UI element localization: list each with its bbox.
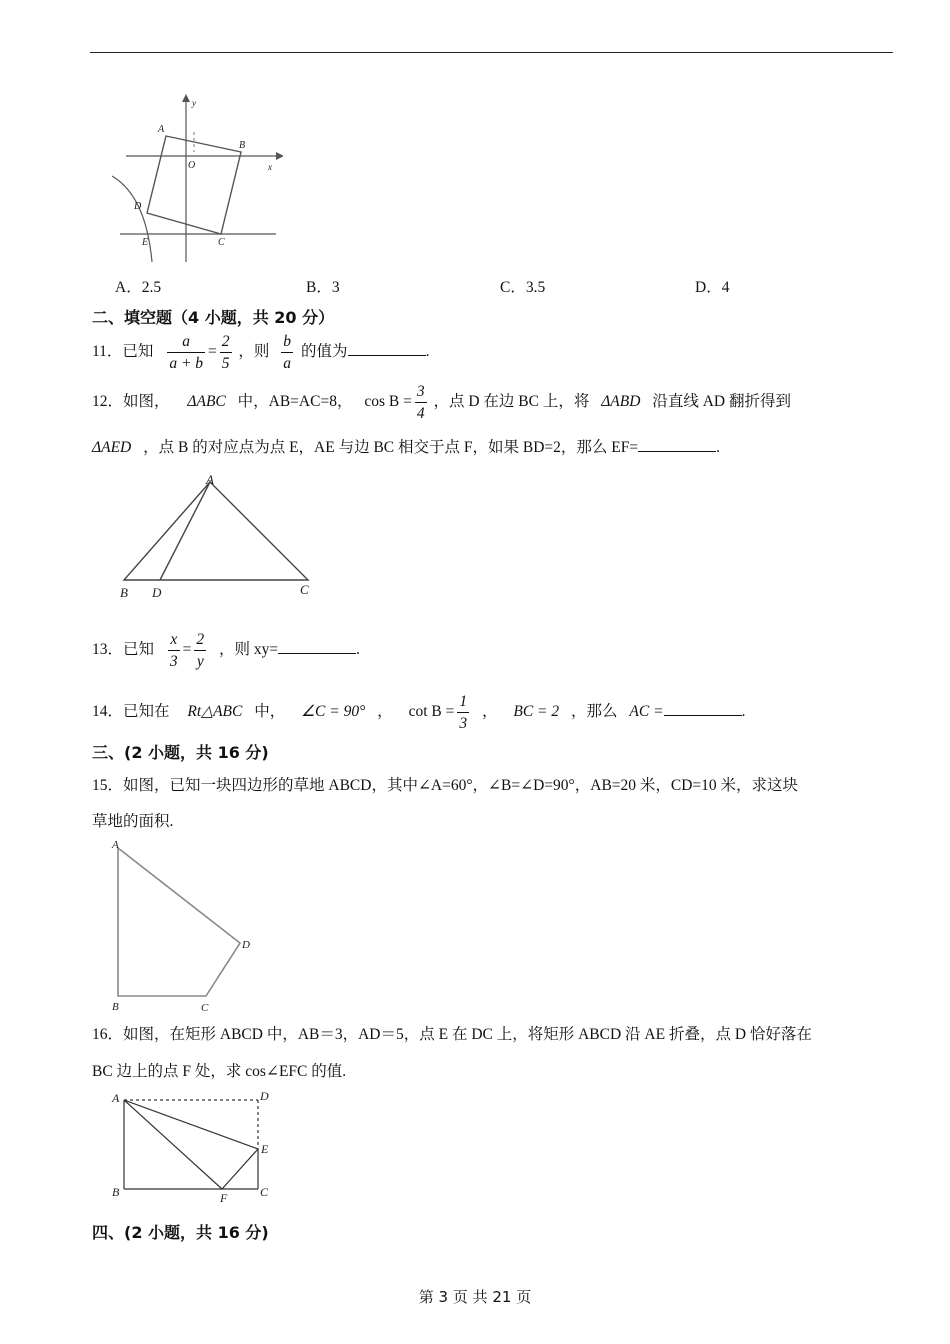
fig16-label-d: D bbox=[260, 1089, 269, 1103]
q11-suffix: 的值为 bbox=[301, 343, 348, 360]
option-a: A．2.5 bbox=[115, 279, 162, 296]
q14-answer-blank[interactable] bbox=[664, 701, 742, 716]
question-11: 11．已知 $\frac{a}{a + b}$ = $\frac{2}{5}$ ，则 $\frac{b}{a}$ 的值为 . bbox=[92, 332, 430, 372]
q11-answer-blank[interactable] bbox=[348, 341, 426, 356]
q14-angle-c: ∠C = 90° bbox=[301, 703, 366, 720]
fig10-label-a: A bbox=[158, 124, 165, 135]
q11-fraction-2: $\frac{2}{5}$ bbox=[221, 332, 230, 372]
section-4-heading: 四、(2 小题，共 16 分) bbox=[92, 1223, 269, 1242]
fig15-label-c: C bbox=[201, 1002, 209, 1014]
q12-triangle-abd: ΔABD bbox=[601, 393, 641, 410]
q14-cot-fraction: $\frac{1}{3}$ bbox=[459, 692, 468, 732]
fig10-label-o: O bbox=[188, 160, 196, 171]
q14-ac: AC = bbox=[629, 703, 664, 720]
question-14: 14．已知在 Rt△ABC 中， ∠C = 90° ， cot B = $\frac{1}{3}$ ， BC = 2 ，那么 AC = . bbox=[92, 692, 746, 732]
q12-answer-blank[interactable] bbox=[638, 437, 716, 452]
fig16-label-a: A bbox=[112, 1091, 120, 1105]
q14-bc: BC = 2 bbox=[513, 703, 560, 720]
question-16-line-1: 16．如图，在矩形 ABCD 中，AB＝3，AD＝5，点 E 在 DC 上，将矩形 ABCD 沿 AE 折叠，点 D 恰好落在 bbox=[92, 1026, 812, 1043]
fig16-label-f: F bbox=[220, 1191, 228, 1204]
q13-fraction-2: $\frac{2}{y}$ bbox=[196, 630, 205, 670]
fig12-label-b: B bbox=[120, 585, 128, 600]
fig12-label-a: A bbox=[206, 472, 214, 487]
question-13: 13．已知 $\frac{x}{3}$ = $\frac{2}{y}$ ，则 xy= . bbox=[92, 630, 361, 670]
fig10-label-x: x bbox=[268, 162, 272, 172]
question-12-line-2: ΔAED ，点 B 的对应点为点 E，AE 与边 BC 相交于点 F，如果 BD=2，那么 EF= . bbox=[92, 439, 720, 456]
q13-fraction-1: $\frac{x}{3}$ bbox=[169, 630, 178, 670]
question-16-line-2: BC 边上的点 F 处，求 cos∠EFC 的值. bbox=[92, 1063, 347, 1080]
question-15-line-1: 15．如图，已知一块四边形的草地 ABCD，其中∠A=60°，∠B=∠D=90°，AB=20 米，CD=10 米，求这块 bbox=[92, 777, 799, 794]
fig12-label-c: C bbox=[300, 582, 309, 597]
fig16-label-c: C bbox=[260, 1185, 269, 1199]
q13-answer-blank[interactable] bbox=[278, 639, 356, 654]
section-2-heading: 二、填空题（4 小题，共 20 分） bbox=[92, 308, 335, 327]
fig10-label-b: B bbox=[239, 140, 246, 151]
fig16-label-b: B bbox=[112, 1185, 120, 1199]
option-b: B．3 bbox=[306, 279, 340, 296]
figure-q12 bbox=[112, 470, 322, 604]
figure-q16 bbox=[108, 1086, 280, 1204]
q11-prefix: 11．已知 bbox=[92, 343, 154, 360]
q11-mid: ，则 bbox=[238, 343, 270, 360]
section-3-heading: 三、(2 小题，共 16 分) bbox=[92, 743, 269, 762]
q14-rt-triangle: Rt△ABC bbox=[187, 703, 243, 720]
figure-q15 bbox=[108, 836, 258, 1014]
page-footer: 第 3 页 共 21 页 bbox=[418, 1288, 532, 1306]
question-15-line-2: 草地的面积. bbox=[92, 813, 174, 830]
fig10-label-d: D bbox=[134, 201, 142, 212]
question-12-line-1: 12．如图， ΔABC 中，AB=AC=8， cos B = $\frac{3}{4}$ ，点 D 在边 BC 上，将 ΔABD 沿直线 AD 翻折得到 bbox=[92, 382, 791, 422]
fig15-label-b: B bbox=[112, 1001, 119, 1013]
figure-q10 bbox=[108, 92, 283, 264]
fig15-label-a: A bbox=[112, 839, 119, 851]
fig10-label-y: y bbox=[192, 98, 196, 108]
fig12-label-d: D bbox=[152, 585, 162, 600]
q11-fraction-1: $\frac{a}{a + b}$ bbox=[169, 332, 204, 372]
fig10-label-c: C bbox=[218, 237, 225, 248]
fig10-label-e: E bbox=[142, 237, 149, 248]
q12-cos-fraction: $\frac{3}{4}$ bbox=[416, 382, 425, 422]
option-c: C．3.5 bbox=[500, 279, 546, 296]
q12-triangle-aed: ΔAED bbox=[92, 439, 132, 456]
header-rule bbox=[90, 52, 893, 53]
fig15-label-d: D bbox=[242, 939, 250, 951]
fig16-label-e: E bbox=[261, 1142, 269, 1156]
option-d: D．4 bbox=[695, 279, 730, 296]
q12-triangle-abc: ΔABC bbox=[187, 393, 226, 410]
q11-fraction-3: $\frac{b}{a}$ bbox=[283, 332, 292, 372]
